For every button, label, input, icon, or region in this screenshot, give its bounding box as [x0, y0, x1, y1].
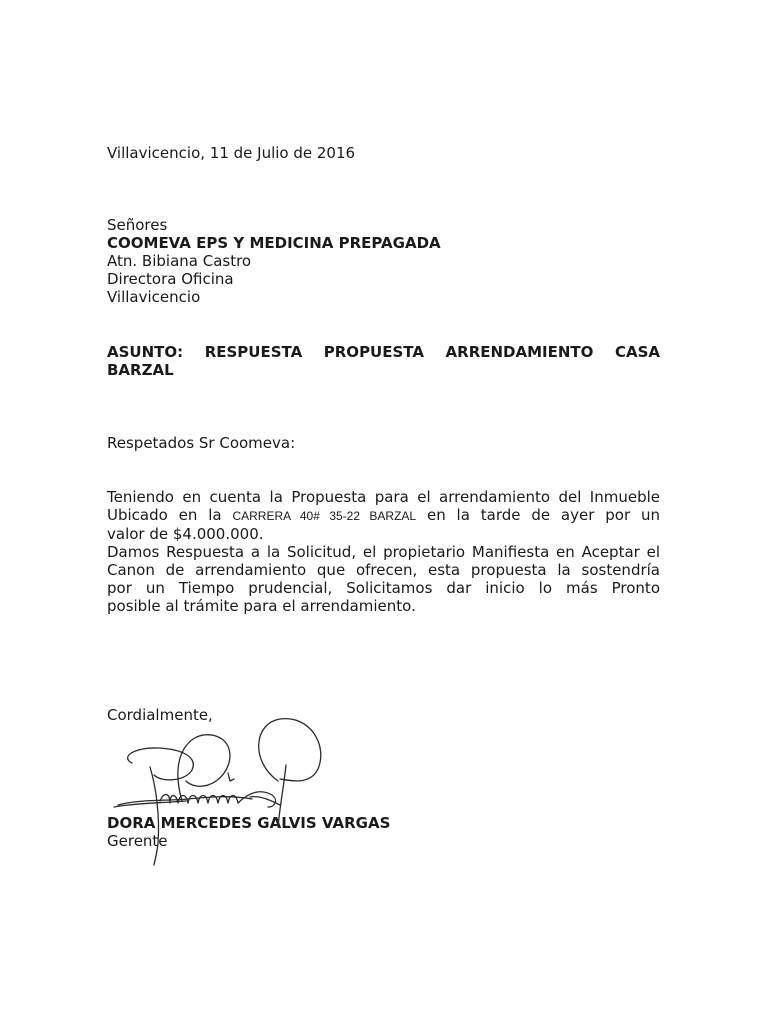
greeting-text: Respetados Sr Coomeva: [107, 434, 296, 452]
property-address: CARRERA 40# 35-22 BARZAL [232, 509, 417, 523]
subject-line-2: BARZAL [107, 361, 174, 379]
body-p2-line-1: Damos Respuesta a la Solicitud, el propietario Manifiesta en Aceptar el [107, 543, 660, 561]
place-date: Villavicencio, 11 de Julio de 2016 [107, 144, 356, 162]
body-p2-line-2: Canon de arrendamiento que ofrecen, esta propuesta la sostendría [107, 561, 660, 579]
signer-title: Gerente [107, 832, 168, 850]
body-p1-line-3: valor de $4.000.000. [107, 525, 264, 543]
addressee-salutation-title: Señores [107, 216, 168, 234]
handwritten-signature [110, 715, 335, 867]
signer-name: DORA MERCEDES GALVIS VARGAS [107, 814, 391, 832]
letter-body [107, 488, 660, 615]
addressee-organization: COOMEVA EPS Y MEDICINA PREPAGADA [107, 234, 441, 252]
body-p2-line-4: posible al trámite para el arrendamiento. [107, 597, 416, 615]
body-p1-line-2 [107, 506, 660, 525]
closing-text: Cordialmente, [107, 706, 213, 724]
addressee-position: Directora Oficina [107, 270, 234, 288]
date-line [107, 144, 660, 162]
addressee-attention: Atn. Bibiana Castro [107, 252, 252, 270]
subject-line-1: ASUNTO: RESPUESTA PROPUESTA ARRENDAMIENTO CASA [107, 343, 660, 361]
body-p1-line-1: Teniendo en cuenta la Propuesta para el arrendamiento del Inmueble [107, 488, 660, 506]
greeting [107, 434, 660, 452]
body-p1-line-2-start: Ubicado en la [107, 506, 233, 524]
body-p2-line-3: por un Tiempo prudencial, Solicitamos dar inicio lo más Pronto [107, 579, 660, 597]
body-p1-line-2-end: en la tarde de ayer por un [426, 506, 660, 524]
addressee-block [107, 216, 660, 306]
subject-block [107, 343, 660, 379]
addressee-city: Villavicencio [107, 288, 201, 306]
